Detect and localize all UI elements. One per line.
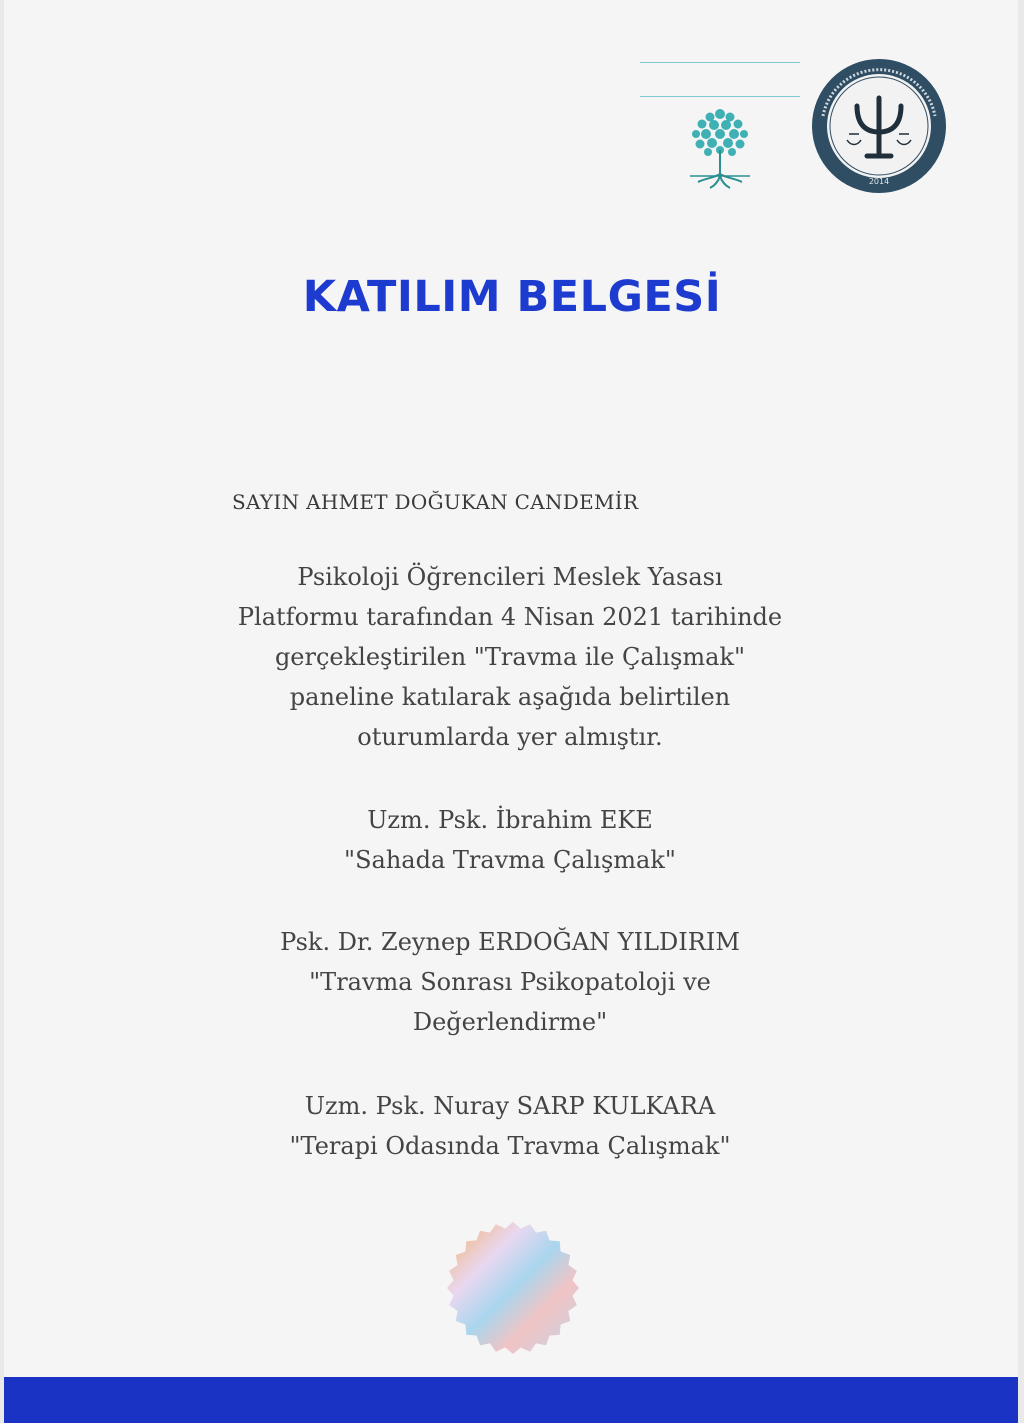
body-line: gerçekleştirilen "Travma ile Çalışmak" xyxy=(274,643,746,671)
certificate-title: KATILIM BELGESİ xyxy=(302,272,722,322)
logo-divider-top xyxy=(640,62,800,63)
body-line: Psikoloji Öğrencileri Meslek Yasası xyxy=(297,563,723,591)
session-topic: "Sahada Travma Çalışmak" xyxy=(344,846,676,874)
tree-icon xyxy=(684,106,756,192)
session-1 xyxy=(150,800,870,880)
organization-logo xyxy=(636,56,804,196)
session-speaker: Psk. Dr. Zeynep ERDOĞAN YILDIRIM xyxy=(280,928,740,956)
session-3 xyxy=(150,1086,870,1166)
psi-seal-icon xyxy=(809,58,949,194)
bottom-bar xyxy=(4,1377,1018,1423)
session-speaker: Uzm. Psk. İbrahim EKE xyxy=(367,806,653,834)
body-line: Platformu tarafından 4 Nisan 2021 tarihinde xyxy=(237,603,783,631)
hologram-shape xyxy=(447,1222,579,1354)
session-speaker: Uzm. Psk. Nuray SARP KULKARA xyxy=(304,1092,716,1120)
session-2 xyxy=(150,922,870,1042)
session-topic: "Travma Sonrası Psikopatoloji ve xyxy=(309,968,711,996)
session-topic: "Terapi Odasında Travma Çalışmak" xyxy=(289,1132,731,1160)
hologram-seal-icon xyxy=(445,1220,581,1356)
recipient-name: SAYIN AHMET DOĞUKAN CANDEMİR xyxy=(232,490,639,514)
body-line: oturumlarda yer almıştır. xyxy=(357,723,663,751)
body-line: paneline katılarak aşağıda belirtilen xyxy=(289,683,731,711)
seal-year: 2014 xyxy=(868,177,890,186)
session-topic: Değerlendirme" xyxy=(412,1008,608,1036)
logo-divider-bottom xyxy=(640,96,800,97)
certificate-body xyxy=(200,557,820,757)
